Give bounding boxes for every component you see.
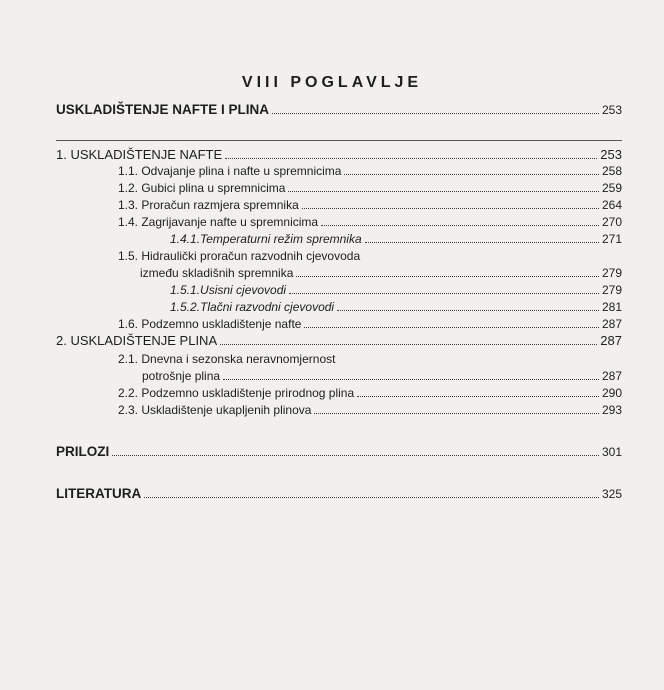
toc-label: USKLADIŠTENJE NAFTE I PLINA — [56, 102, 270, 117]
toc-section-1-2 — [118, 181, 622, 195]
toc-page-number: 270 — [601, 215, 622, 229]
dot-leader — [357, 395, 599, 397]
toc-page-number: 287 — [601, 317, 622, 331]
toc-label: PRILOZI — [56, 444, 110, 459]
dot-leader — [289, 292, 599, 294]
toc-page-number: 293 — [601, 403, 622, 417]
toc-label: 2.2. Podzemno uskladištenje prirodnog plina — [118, 386, 355, 400]
dot-leader — [296, 275, 599, 277]
toc-label: 2.3. Uskladištenje ukapljenih plinova — [118, 403, 312, 417]
toc-page-number: 325 — [601, 487, 622, 501]
toc-page-number: 279 — [601, 266, 622, 280]
toc-section-1-1 — [118, 164, 622, 178]
dot-leader — [144, 496, 599, 498]
toc-page-number: 259 — [601, 181, 622, 195]
toc-page-number: 253 — [601, 103, 622, 117]
toc-section-2-2 — [118, 386, 622, 400]
toc-page-number: 264 — [601, 198, 622, 212]
toc-label: između skladišnih spremnika — [140, 266, 294, 280]
toc-page-number: 279 — [601, 283, 622, 297]
dot-leader — [314, 412, 599, 414]
toc-label: 1.2. Gubici plina u spremnicima — [118, 181, 286, 195]
toc-section-2-1-line1: 2.1. Dnevna i sezonska neravnomjernost — [118, 352, 336, 366]
dot-leader — [304, 326, 599, 328]
toc-section-2-1 — [142, 369, 622, 383]
toc-section-1-3 — [118, 198, 622, 212]
toc-section-1-5-1 — [170, 283, 622, 297]
toc-section-1-4 — [118, 215, 622, 229]
chapter-title: VIII POGLAVLJE — [241, 74, 423, 91]
toc-label: LITERATURA — [56, 486, 142, 501]
toc-literatura — [56, 487, 622, 501]
toc-label: 1.6. Podzemno uskladištenje nafte — [118, 317, 302, 331]
toc-label: 1.4. Zagrijavanje nafte u spremnicima — [118, 215, 319, 229]
dot-leader — [302, 207, 599, 209]
toc-section-1-5-line1: 1.5. Hidraulički proračun razvodnih cjevovoda — [118, 249, 361, 263]
toc-label: 1.5.2.Tlačni razvodni cjevovodi — [170, 300, 335, 314]
toc-page-number: 290 — [601, 386, 622, 400]
dot-leader — [337, 309, 599, 311]
dot-leader — [220, 343, 597, 345]
dot-leader — [288, 190, 599, 192]
toc-page-number: 253 — [600, 147, 622, 162]
toc-section-1-6 — [118, 317, 622, 331]
toc-label: 1.4.1.Temperaturni režim spremnika — [170, 232, 362, 246]
dot-leader — [112, 454, 599, 456]
toc-label: 1.1. Odvajanje plina i nafte u spremnicima — [118, 164, 342, 178]
dot-leader — [321, 224, 599, 226]
dot-leader — [365, 241, 599, 243]
toc-page-number: 281 — [601, 300, 622, 314]
dot-leader — [344, 173, 599, 175]
toc-label: 1.3. Proračun razmjera spremnika — [118, 198, 299, 212]
dot-leader — [223, 378, 599, 380]
dot-leader — [225, 157, 597, 159]
toc-label: 1. USKLADIŠTENJE NAFTE — [56, 147, 223, 162]
toc-page-number: 301 — [601, 445, 622, 459]
toc-section-2 — [56, 334, 622, 348]
toc-section-1-5 — [140, 266, 622, 280]
toc-section-2-3 — [118, 403, 622, 417]
toc-page-number: 287 — [601, 369, 622, 383]
toc-page-number: 287 — [600, 333, 622, 348]
toc-page-number: 271 — [601, 232, 622, 246]
toc-label: potrošnje plina — [142, 369, 221, 383]
toc-section-1-5-2 — [170, 300, 622, 314]
toc-main-section — [56, 103, 622, 117]
toc-label: 1.5.1.Usisni cjevovodi — [170, 283, 287, 297]
toc-section-1-4-1 — [170, 232, 622, 246]
toc-page-number: 258 — [601, 164, 622, 178]
toc-section-1 — [56, 148, 622, 162]
toc-prilozi — [56, 445, 622, 459]
header-rule — [56, 140, 622, 141]
toc-label: 2. USKLADIŠTENJE PLINA — [56, 333, 218, 348]
dot-leader — [272, 112, 599, 114]
